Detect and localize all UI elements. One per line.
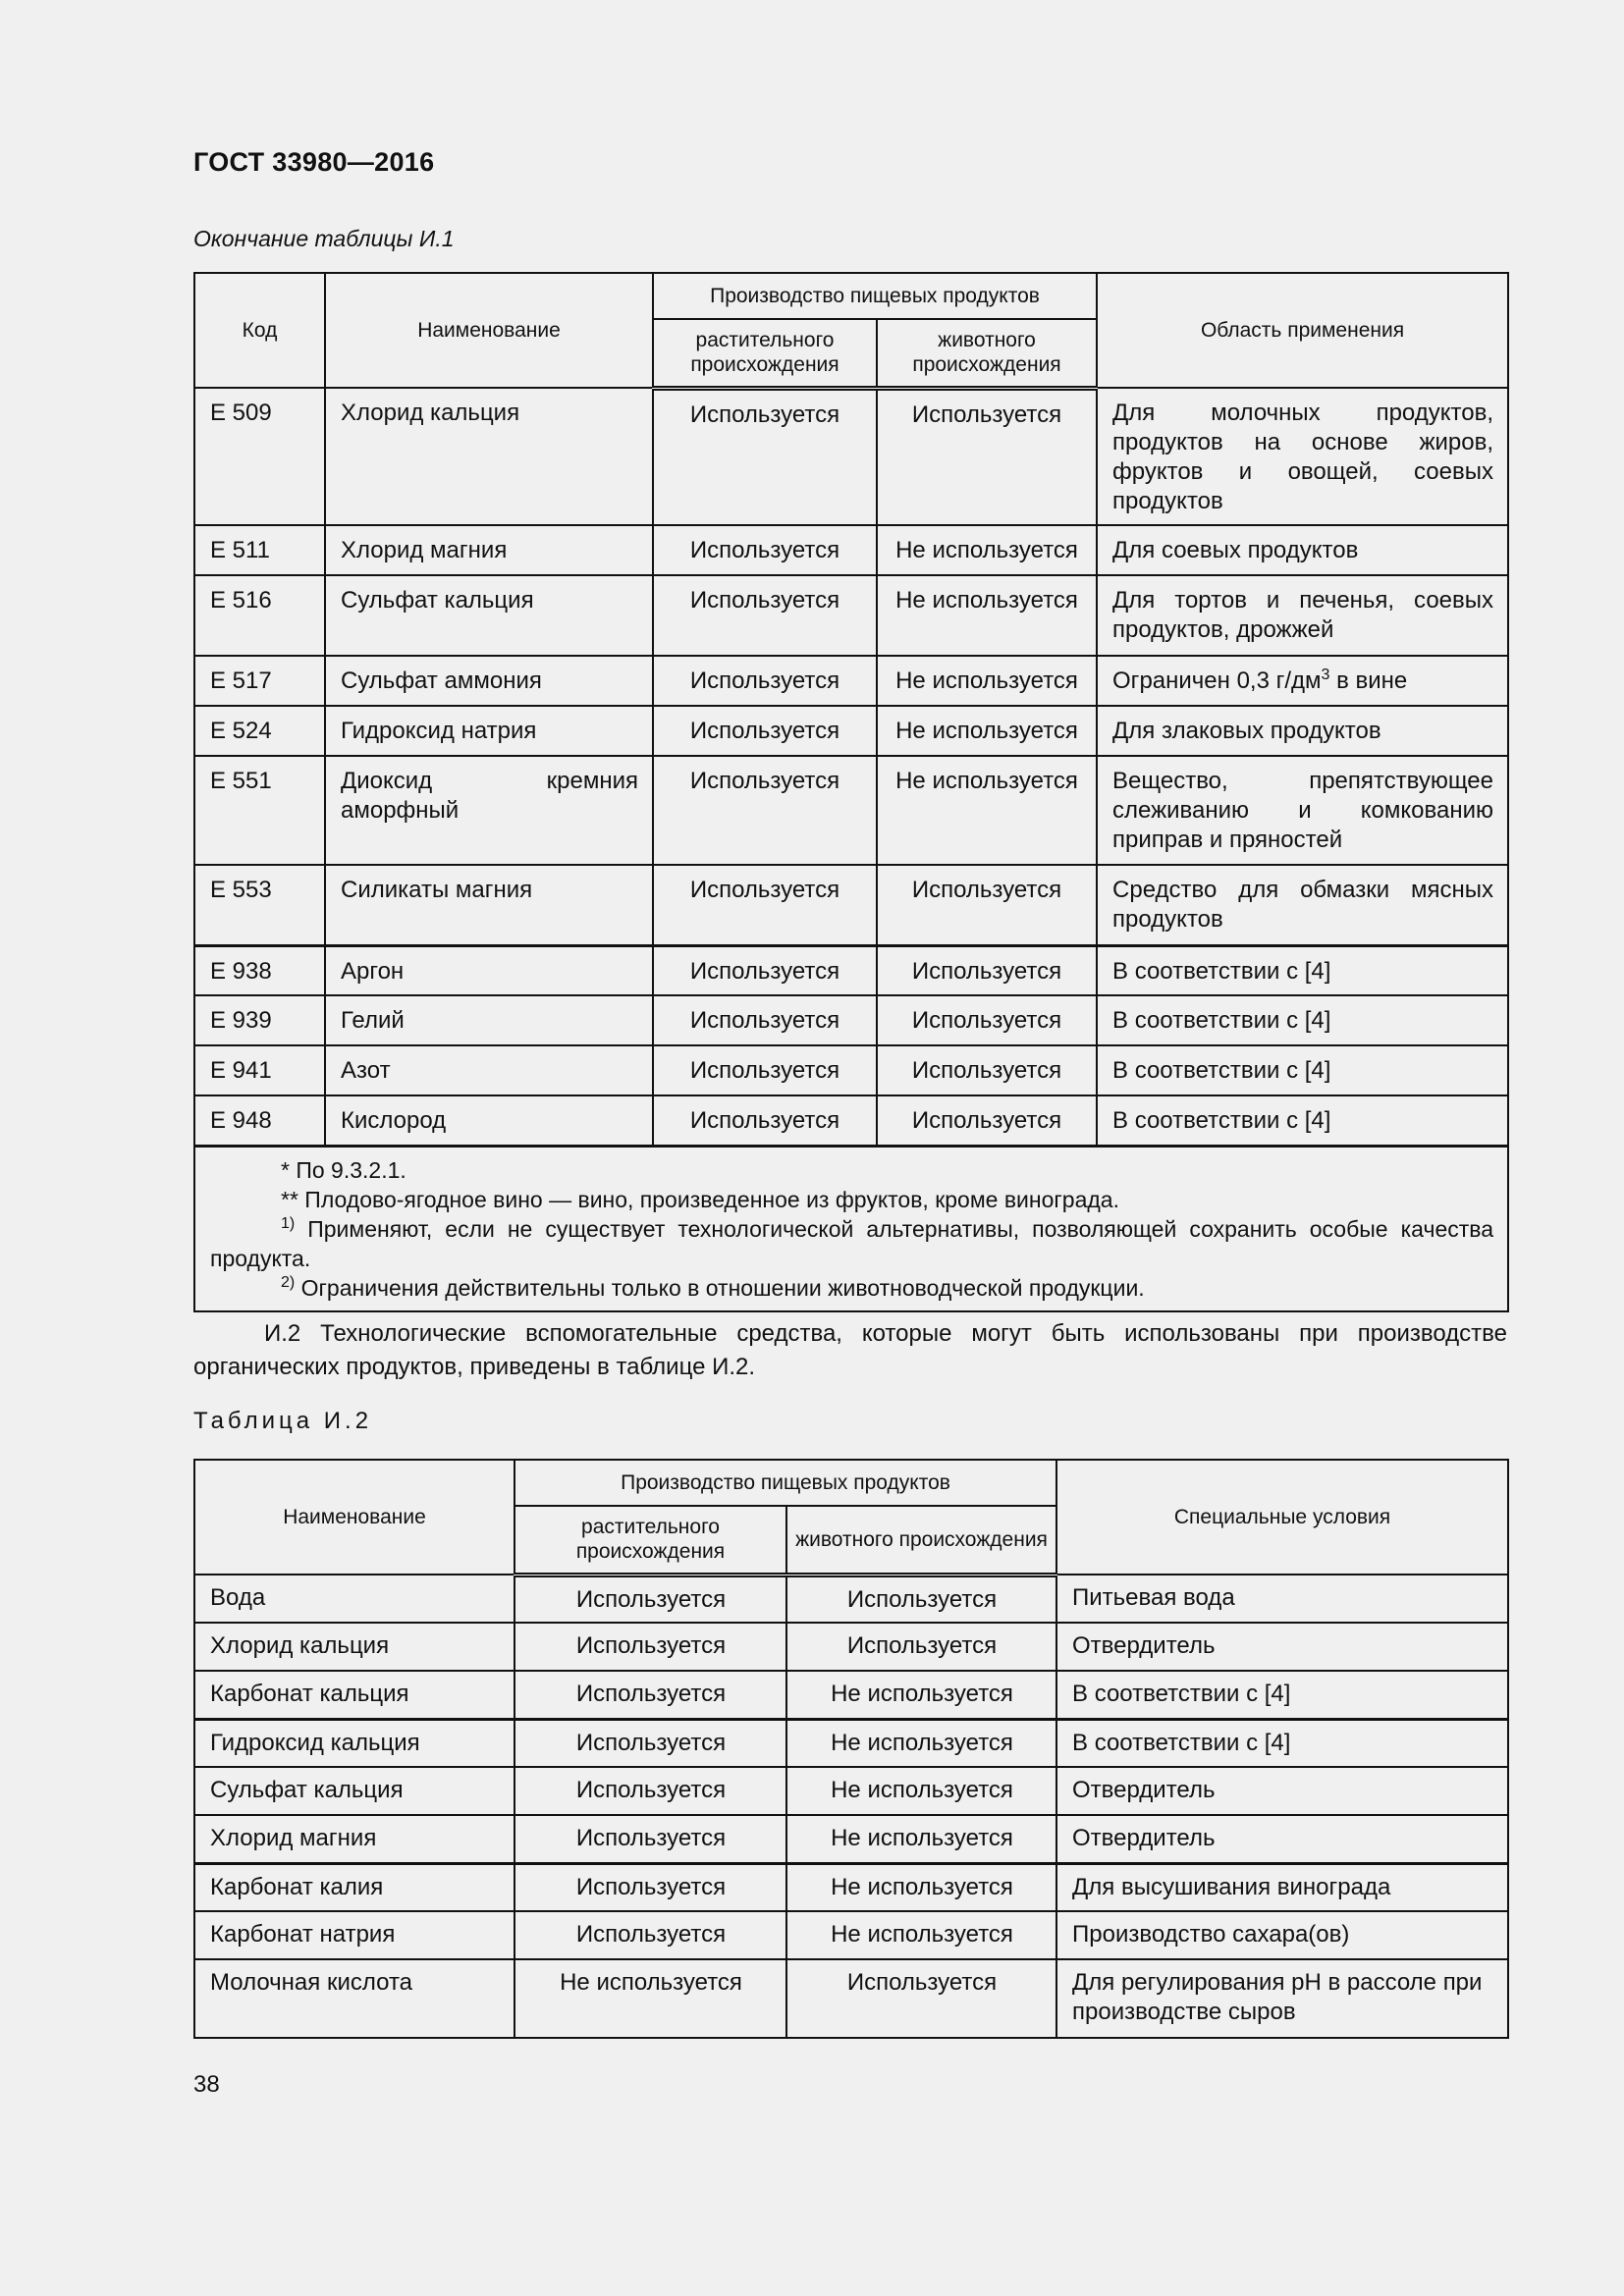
table-row (194, 388, 1508, 525)
cell-name: Аргон (325, 945, 653, 995)
cell-conditions: Для регулирования pH в рассоле при производстве сыров (1056, 1959, 1508, 2038)
cell-application: Для тортов и печенья, соевых продуктов, дрожжей (1097, 575, 1508, 656)
header-production: Производство пищевых продуктов (653, 273, 1097, 319)
cell-application: Для соевых продуктов (1097, 525, 1508, 575)
cell-conditions: Отвердитель (1056, 1815, 1508, 1863)
cell-plant: Используется (653, 995, 877, 1045)
cell-plant: Используется (653, 1045, 877, 1095)
note-3 (210, 1214, 1493, 1273)
cell-animal: Не используется (786, 1815, 1056, 1863)
cell-plant: Используется (514, 1719, 786, 1767)
cell-application: В соответствии с [4] (1097, 1095, 1508, 1146)
cell-name: Вода (194, 1575, 514, 1623)
cell-plant: Используется (653, 388, 877, 525)
cell-plant: Не используется (514, 1959, 786, 2038)
cell-name: Карбонат натрия (194, 1911, 514, 1959)
cell-name: Хлорид магния (325, 525, 653, 575)
cell-application: Для злаковых продуктов (1097, 706, 1508, 756)
cell-application: Средство для обмазки мясных продуктов (1097, 865, 1508, 945)
table-row (194, 1719, 1508, 1767)
table-row (194, 656, 1508, 706)
cell-plant: Используется (653, 656, 877, 706)
cell-application: Для молочных продуктов, продуктов на основе жиров, фруктов и овощей, соевых продуктов (1097, 388, 1508, 525)
cell-code: E 517 (194, 656, 325, 706)
document-header: ГОСТ 33980—2016 (193, 147, 435, 177)
header-name: Наименование (325, 273, 653, 388)
cell-conditions: Для высушивания винограда (1056, 1863, 1508, 1911)
cell-name: Кислород (325, 1095, 653, 1146)
cell-name: Сульфат аммония (325, 656, 653, 706)
cell-plant: Используется (514, 1863, 786, 1911)
cell-animal: Используется (877, 945, 1097, 995)
cell-plant: Используется (514, 1623, 786, 1671)
cell-animal: Используется (786, 1575, 1056, 1623)
cell-animal: Используется (786, 1623, 1056, 1671)
application-text-end: в вине (1329, 667, 1408, 694)
cell-animal: Используется (786, 1959, 1056, 2038)
cell-animal: Не используется (877, 575, 1097, 656)
page-number: 38 (193, 2071, 220, 2098)
cell-code: E 948 (194, 1095, 325, 1146)
header-animal: животного происхождения (877, 319, 1097, 388)
table-row (194, 1575, 1508, 1623)
table-row (194, 1959, 1508, 2038)
cell-animal: Не используется (786, 1671, 1056, 1719)
note-4-mark: 2) (281, 1273, 296, 1291)
table-row (194, 1671, 1508, 1719)
cell-conditions: В соответствии с [4] (1056, 1719, 1508, 1767)
cell-code: E 939 (194, 995, 325, 1045)
cell-plant: Используется (514, 1575, 786, 1623)
cell-animal: Не используется (786, 1863, 1056, 1911)
cell-name: Сульфат кальция (194, 1767, 514, 1815)
cell-plant: Используется (653, 706, 877, 756)
cell-name: Хлорид кальция (194, 1623, 514, 1671)
application-text: Ограничен 0,3 г/дм (1112, 667, 1322, 694)
cell-name: Сульфат кальция (325, 575, 653, 656)
table-row (194, 575, 1508, 656)
superscript: 3 (1321, 667, 1330, 683)
cell-code: E 551 (194, 756, 325, 865)
cell-animal: Используется (877, 865, 1097, 945)
cell-animal: Не используется (786, 1767, 1056, 1815)
cell-code: E 941 (194, 1045, 325, 1095)
cell-plant: Используется (653, 525, 877, 575)
cell-animal: Используется (877, 1045, 1097, 1095)
cell-name: Хлорид кальция (325, 388, 653, 525)
cell-name: Силикаты магния (325, 865, 653, 945)
cell-plant: Используется (514, 1815, 786, 1863)
table-notes (194, 1146, 1508, 1311)
cell-name: Гидроксид натрия (325, 706, 653, 756)
cell-conditions: Отвердитель (1056, 1767, 1508, 1815)
cell-code: E 509 (194, 388, 325, 525)
header-code: Код (194, 273, 325, 388)
cell-name: Молочная кислота (194, 1959, 514, 2038)
table-row (194, 525, 1508, 575)
header-application: Область применения (1097, 273, 1508, 388)
cell-plant: Используется (653, 945, 877, 995)
cell-application: В соответствии с [4] (1097, 995, 1508, 1045)
table-1 (193, 272, 1509, 1312)
note-3-text: Применяют, если не существует технологической альтернативы, позволяющей сохранить особые качества продукта. (210, 1215, 1494, 1271)
table-row (194, 1045, 1508, 1095)
cell-animal: Не используется (877, 656, 1097, 706)
table-row (194, 1863, 1508, 1911)
header-conditions: Специальные условия (1056, 1460, 1508, 1575)
cell-animal: Используется (877, 388, 1097, 525)
cell-plant: Используется (653, 575, 877, 656)
header-plant: растительного происхождения (514, 1506, 786, 1575)
cell-name: Азот (325, 1045, 653, 1095)
table-row (194, 706, 1508, 756)
notes-row (194, 1146, 1508, 1311)
cell-animal: Не используется (786, 1719, 1056, 1767)
cell-plant: Используется (653, 1095, 877, 1146)
table-row (194, 1095, 1508, 1146)
cell-animal: Не используется (786, 1911, 1056, 1959)
cell-conditions: Отвердитель (1056, 1623, 1508, 1671)
cell-conditions: В соответствии с [4] (1056, 1671, 1508, 1719)
table-row (194, 1911, 1508, 1959)
cell-plant: Используется (514, 1767, 786, 1815)
header-animal: животного происхождения (786, 1506, 1056, 1575)
cell-code: E 553 (194, 865, 325, 945)
header-name: Наименование (194, 1460, 514, 1575)
cell-code: E 511 (194, 525, 325, 575)
cell-code: E 938 (194, 945, 325, 995)
cell-plant: Используется (653, 756, 877, 865)
cell-application (1097, 656, 1508, 706)
body-paragraph: И.2 Технологические вспомогательные средства, которые могут быть использованы при производстве органических продуктов, приведены в таблице И.2. (193, 1320, 1507, 1380)
cell-name: Гидроксид кальция (194, 1719, 514, 1767)
cell-code: E 516 (194, 575, 325, 656)
cell-name: Карбонат калия (194, 1863, 514, 1911)
cell-animal: Используется (877, 1095, 1097, 1146)
note-1: * По 9.3.2.1. (281, 1156, 406, 1183)
cell-name: Гелий (325, 995, 653, 1045)
table-row (194, 1623, 1508, 1671)
note-3-mark: 1) (281, 1214, 296, 1232)
cell-animal: Не используется (877, 525, 1097, 575)
cell-animal: Используется (877, 995, 1097, 1045)
cell-code: E 524 (194, 706, 325, 756)
cell-plant: Используется (514, 1671, 786, 1719)
cell-name: Карбонат кальция (194, 1671, 514, 1719)
cell-animal: Не используется (877, 756, 1097, 865)
table-row (194, 945, 1508, 995)
table-row (194, 1815, 1508, 1863)
cell-animal: Не используется (877, 706, 1097, 756)
table-row (194, 995, 1508, 1045)
header-production: Производство пищевых продуктов (514, 1460, 1056, 1506)
cell-application: В соответствии с [4] (1097, 945, 1508, 995)
table-row (194, 756, 1508, 865)
cell-name: Хлорид магния (194, 1815, 514, 1863)
note-4 (210, 1273, 1493, 1303)
cell-plant: Используется (653, 865, 877, 945)
note-4-text: Ограничения действительны только в отношении животноводческой продукции. (295, 1274, 1145, 1301)
cell-name: Диоксид кремния аморфный (325, 756, 653, 865)
cell-conditions: Питьевая вода (1056, 1575, 1508, 1623)
cell-application: В соответствии с [4] (1097, 1045, 1508, 1095)
table-row (194, 865, 1508, 945)
cell-application: Вещество, препятствующее слеживанию и комкованию приправ и пряностей (1097, 756, 1508, 865)
table-row (194, 1767, 1508, 1815)
table-2 (193, 1459, 1509, 2039)
table2-caption: Таблица И.2 (193, 1408, 373, 1434)
header-plant: растительного происхождения (653, 319, 877, 388)
note-2: ** Плодово-ягодное вино — вино, произведенное из фруктов, кроме винограда. (281, 1186, 1119, 1212)
cell-conditions: Производство сахара(ов) (1056, 1911, 1508, 1959)
cell-plant: Используется (514, 1911, 786, 1959)
table1-caption: Окончание таблицы И.1 (193, 226, 455, 251)
